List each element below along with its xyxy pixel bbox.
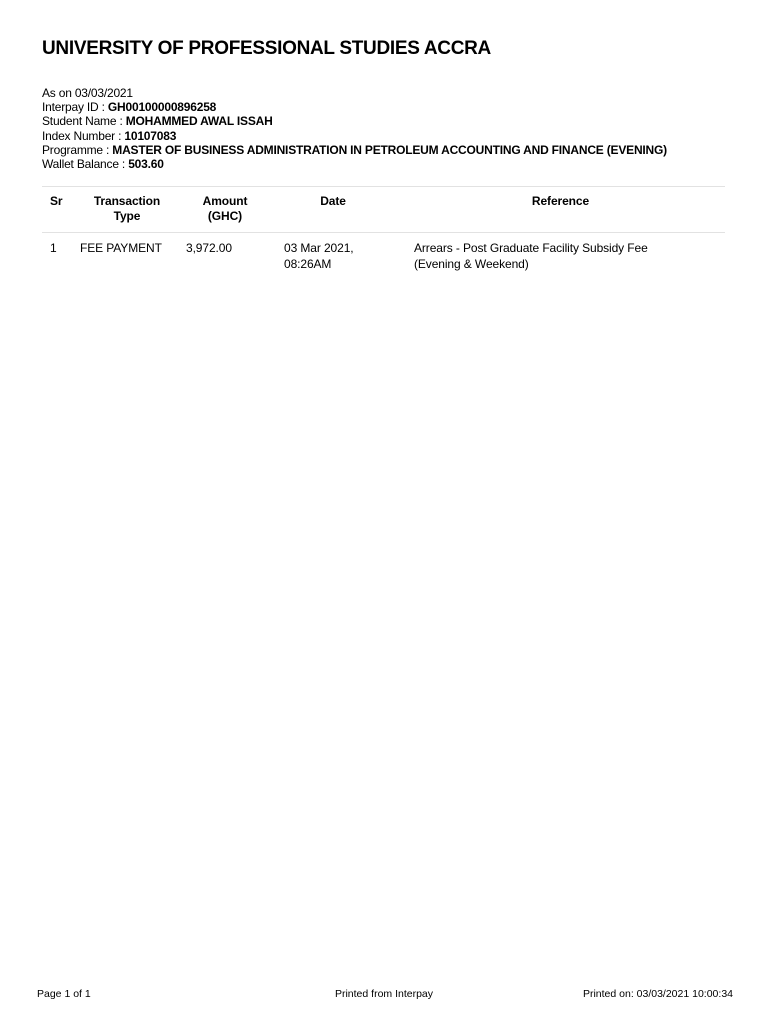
- row-date-line2: 08:26AM: [284, 257, 332, 271]
- printed-from: Printed from Interpay: [334, 988, 434, 1000]
- row-reference: Arrears - Post Graduate Facility Subsidy Fee (Evening & Weekend): [414, 241, 648, 271]
- index-number-value: 10107083: [124, 128, 177, 143]
- interpay-id-value: GH00100000896258: [107, 100, 217, 115]
- table-row: [42, 233, 725, 279]
- header-amount: [180, 187, 270, 233]
- row-date-line1: 03 Mar 2021,: [284, 241, 354, 255]
- student-name-row: [42, 114, 667, 128]
- wallet-balance-label: Wallet Balance :: [42, 157, 129, 172]
- programme-value: MASTER OF BUSINESS ADMINISTRATION IN PETROLEUM ACCOUNTING AND FINANCE (EVENING): [112, 142, 667, 157]
- row-date: [270, 233, 396, 279]
- printed-on: Printed on: 03/03/2021 10:00:34: [582, 988, 733, 1000]
- wallet-balance-value: 503.60: [128, 157, 164, 172]
- programme-label: Programme :: [42, 142, 113, 157]
- transactions-table: [42, 186, 725, 278]
- header-amount-line1: Amount: [202, 194, 248, 208]
- header-amount-line2: (GHC): [207, 209, 243, 223]
- page-number: Page 1 of 1: [37, 988, 91, 1000]
- as-on-date: As on 03/03/2021: [42, 86, 133, 100]
- row-transaction-type: FEE PAYMENT: [80, 241, 162, 255]
- header-date: Date: [270, 187, 396, 233]
- interpay-id-row: [42, 100, 667, 114]
- row-sr: 1: [50, 241, 57, 255]
- student-name-label: Student Name :: [42, 114, 126, 129]
- table-header-row: [42, 187, 725, 233]
- student-info: [42, 86, 667, 171]
- row-amount: 3,972.00: [186, 241, 232, 255]
- interpay-id-label: Interpay ID :: [42, 100, 108, 115]
- header-type-line1: Transaction: [93, 194, 161, 208]
- wallet-balance-row: [42, 157, 667, 171]
- header-type-line2: Type: [113, 209, 141, 223]
- index-number-label: Index Number :: [42, 128, 125, 143]
- page-title: UNIVERSITY OF PROFESSIONAL STUDIES ACCRA: [42, 38, 491, 59]
- header-reference: Reference: [396, 187, 725, 233]
- programme-row: [42, 143, 667, 157]
- header-sr: Sr: [42, 187, 74, 233]
- student-name-value: MOHAMMED AWAL ISSAH: [125, 114, 273, 129]
- index-number-row: [42, 129, 667, 143]
- header-transaction-type: [74, 187, 180, 233]
